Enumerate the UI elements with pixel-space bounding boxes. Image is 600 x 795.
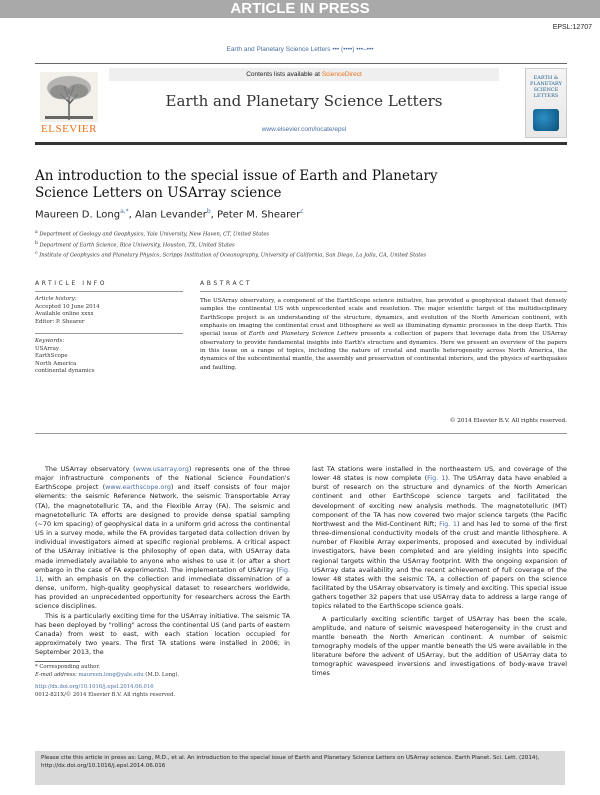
figure-link[interactable]: Fig. 1 <box>35 565 290 583</box>
affiliation: $^a$ Department of Geology and Geophysics, Yale University, New Haven, CT, United States <box>35 230 270 238</box>
article-in-press-banner: ARTICLE IN PRESS <box>0 0 600 18</box>
body-column-left <box>35 465 290 657</box>
article-title: An introduction to the special issue of Earth and Planetary Science Letters on USArray science <box>35 168 438 201</box>
doi-link[interactable]: http://dx.doi.org/10.1016/j.epsl.2014.06.016 <box>35 684 154 691</box>
journal-cover-thumbnail[interactable] <box>525 68 567 138</box>
body-paragraph: The USArray observatory (www.usarray.org) represents one of the three major infrastructure components of the National Science Foundation's EarthScope project (www.earthscope.org) and itself consists of four major elements: the seismic Reference Network, the seismic Transportable Array (TA), the magnetotelluric TA, and the Flexible Array (FA). The seismic and magnetotelluric TA efforts are designed to provide dense spatial sampling (~70 km spacing) of geophysical data in a uniform grid across the continental US in a survey mode, while the FA provides targeted data collection driven by individual investigators aimed at specific regional problems. A critical aspect of the USArray initiative is the philosophy of open data, with USArray data made immediately available to anyone who wishes to use it (or after a short embargo in the case of FA experiments). The implementation of USArray (Fig. 1), with an emphasis on the collection and immediate dissemination of a dense, uniform, high-quality geophysical dataset to researchers worldwide, has provided an unprecedented opportunity for researchers across the Earth science disciplines. <box>35 465 290 611</box>
keyword: EarthScope <box>35 353 68 360</box>
author-marks[interactable]: a,* <box>120 208 129 215</box>
elsevier-logo <box>35 72 103 136</box>
contents-prefix: Contents lists available at <box>246 71 322 78</box>
email-note: E-mail address: maureen.long@yale.edu (M.D. Long). <box>35 671 180 678</box>
usarray-link[interactable]: www.usarray.org <box>135 465 189 473</box>
email-link[interactable]: maureen.long@yale.edu <box>78 671 144 678</box>
figure-link[interactable]: Fig. 1 <box>427 474 446 483</box>
keywords-label: Keywords: <box>35 338 65 344</box>
author-list: Maureen D. Long$^{a,*}$, Alan Levander$^b$, Peter M. Shearer$^c$ <box>35 208 304 221</box>
article-info-heading: ARTICLE INFO <box>35 280 108 287</box>
history-item: Accepted 10 June 2014 <box>35 303 100 310</box>
author-name[interactable]: Alan Levander <box>135 209 207 221</box>
history-label: Article history: <box>35 296 77 302</box>
journal-url-link[interactable]: www.elsevier.com/locate/epsl <box>261 126 347 133</box>
cover-title: EARTH & PLANETARY SCIENCE LETTERS <box>530 75 562 99</box>
footnote-divider <box>35 661 80 662</box>
contents-band <box>109 68 499 81</box>
cover-image <box>533 109 559 131</box>
footnotes <box>35 664 290 699</box>
corresponding-author-note: * Corresponding author. <box>35 664 100 670</box>
affiliations <box>35 229 565 261</box>
affiliation: $^c$ Institute of Geophysics and Planetary Physics, Scripps Institution of Oceanography, University of California, San Diego, La Jolla, CA, United States <box>35 251 427 259</box>
history-item: Editor: P. Shearer <box>35 318 85 325</box>
abstract-heading: ABSTRACT <box>200 280 253 287</box>
keyword: North America <box>35 360 77 367</box>
author-name[interactable]: Maureen D. Long <box>35 209 121 221</box>
sciencedirect-link[interactable]: ScienceDirect <box>321 71 362 78</box>
keywords <box>35 338 175 376</box>
issn-line: 0012-821X/© 2014 Elsevier B.V. All rights reserved. <box>35 691 176 698</box>
cite-text: Please cite this article in press as: Long, M.D., et al. An introduction to the special issue of Earth and Planetary Science Letters on USArray science. Earth Planet. Sci. Lett. (2014), http://dx.doi.org/10.1016/j.epsl.2014.06.016 <box>41 755 540 769</box>
affiliation: $^b$ Department of Earth Science, Rice University, Houston, TX, United States <box>35 240 235 249</box>
journal-header <box>35 63 567 145</box>
journal-title: Earth and Planetary Science Letters <box>165 92 443 110</box>
article-history <box>35 296 175 326</box>
author-marks[interactable]: b <box>206 208 211 215</box>
keyword: continental dynamics <box>35 368 95 375</box>
elsevier-tree-icon <box>40 72 98 122</box>
divider <box>35 433 567 434</box>
earthscope-link[interactable]: www.earthscope.org <box>105 483 171 492</box>
journal-citation-line[interactable]: Earth and Planetary Science Letters ••• (••••) •••–••• <box>226 46 374 53</box>
author-marks[interactable]: c <box>300 208 304 215</box>
article-id: EPSL:12707 <box>552 24 592 31</box>
author-name[interactable]: Peter M. Shearer <box>217 209 301 221</box>
publisher-name: ELSEVIER <box>41 123 97 135</box>
keyword: USArray <box>35 345 60 352</box>
body-column-right <box>312 465 567 679</box>
body-paragraph: This is a particularly exciting time for the USArray initiative. The seismic TA has been deployed by "rolling" across the continental US (and parts of eastern Canada) from west to east, with each station location occupied for approximately two years. The first TA stations were installed in 2006; in September 2013, the <box>35 611 290 657</box>
body-paragraph: A particularly exciting scientific target of USArray has been the scale, amplitude, and nature of seismic wavespeed heterogeneity in the crust and mantle beneath the North American continent. A number of seismic tomography models of the upper mantle beneath the US were available in the literature before the advent of USArray, but the addition of USArray data to tomographic wavespeed inversions and investigations of body-wave travel times <box>312 614 567 678</box>
divider <box>35 333 183 334</box>
body-paragraph: last TA stations were installed in the northeastern US, and coverage of the lower 48 states is now complete (Fig. 1). The USArray data have enabled a burst of research on the structure and dynamics of the North American continent and other EarthScope science targets and facilitated the development of exciting new analysis methods. The magnetotelluric (MT) component of the TA has now covered two major science targets (the Pacific Northwest and the Mid-Continent Rift; Fig. 1) and has led to some of the first three-dimensional conductivity models of the crust and mantle lithosphere. A number of Flexible Array experiments, proposed and executed by individual investigators, have been completed and are yielding insights into specific regional targets within the USArray footprint. With the ongoing expansion of USArray data availability and the recent achievement of full coverage of the lower 48 states with the seismic TA, a collection of papers on the science facilitated by the USArray observatory is timely and exciting. This special issue gathers together 32 papers that use USArray data to address a large range of topics related to the EarthScope science goals. <box>312 465 567 611</box>
cite-this-article-box <box>35 751 565 785</box>
abstract-text: The USArray observatory, a component of the EarthScope science initiative, has provided a geophysical dataset that densely samples the continental US with unprecedented scale and resolution. The major scientific target of the multidisciplinary EarthScope project is an understanding of the structure, dynamics, and evolution of the North American continent, with emphasis on imaging the continental crust and lithosphere as well as illuminating dynamic processes in the deep Earth. This special issue of Earth and Planetary Science Letters presents a collection of papers that leverage data from the USArray observatory to provide fundamental insights into Earth's structure and dynamics. Here we present an overview of the papers in this issue on a range of topics, including the nature of crustal and mantle heterogeneity across North America, the dynamics of the subcontinental mantle, the assembly and preservation of continental interiors, and the physics of earthquakes and faulting. <box>200 298 568 371</box>
journal-name: Earth and Planetary Science Letters <box>248 331 358 338</box>
abstract-copyright: © 2014 Elsevier B.V. All rights reserved. <box>449 418 567 424</box>
history-item: Available online xxxx <box>35 311 94 318</box>
divider <box>200 291 567 292</box>
figure-link[interactable]: Fig. 1 <box>439 519 457 528</box>
divider <box>35 291 183 292</box>
